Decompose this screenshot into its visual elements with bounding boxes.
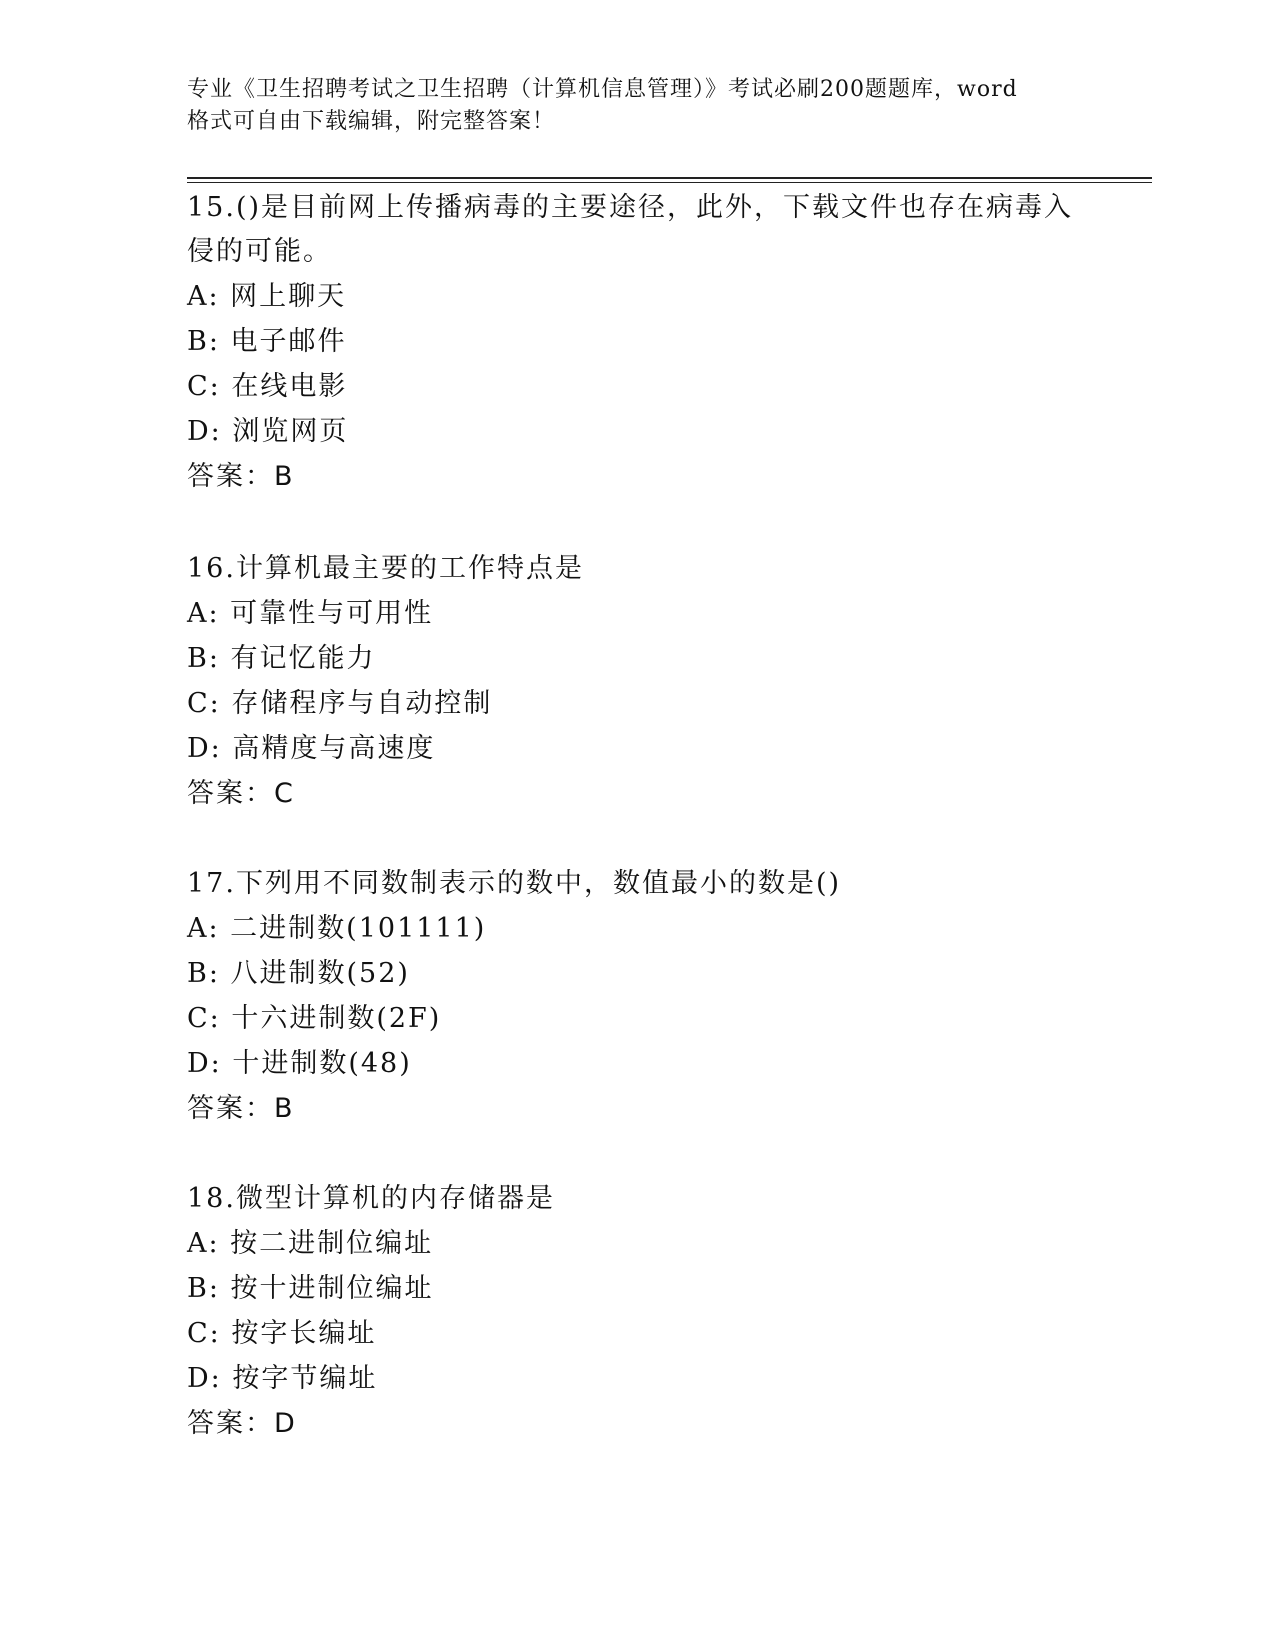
answer: 答案：B: [187, 1093, 295, 1124]
option-d: D: 十进制数(48): [187, 1048, 412, 1079]
question-stem-continued: 侵的可能。: [187, 236, 332, 267]
option-c: C: 存储程序与自动控制: [187, 688, 493, 719]
option-a: A: 按二进制位编址: [187, 1228, 434, 1259]
option-d: D: 高精度与高速度: [187, 733, 436, 764]
answer: 答案：B: [187, 461, 295, 492]
option-c: C: 十六进制数(2F): [187, 1003, 442, 1034]
question-18: [187, 1176, 1087, 1446]
option-b: B: 电子邮件: [187, 326, 347, 357]
header-line-1: 专业《卫生招聘考试之卫生招聘（计算机信息管理）》考试必刷200题题库，word: [187, 77, 1018, 102]
option-a: A: 网上聊天: [187, 281, 347, 312]
option-a: A: 二进制数(101111): [187, 913, 487, 944]
answer: 答案：C: [187, 778, 295, 809]
question-17: [187, 861, 1087, 1131]
option-a: A: 可靠性与可用性: [187, 598, 434, 629]
question-15: [187, 186, 1087, 499]
option-c: C: 按字长编址: [187, 1318, 377, 1349]
option-b: B: 按十进制位编址: [187, 1273, 434, 1304]
header-line-2: 格式可自由下载编辑，附完整答案！: [187, 109, 556, 134]
option-c: C: 在线电影: [187, 371, 348, 402]
option-b: B: 八进制数(52): [187, 958, 410, 989]
answer: 答案：D: [187, 1408, 297, 1439]
option-d: D: 按字节编址: [187, 1363, 378, 1394]
option-d: D: 浏览网页: [187, 416, 349, 447]
document-header: [187, 74, 1087, 138]
question-stem: 15.()是目前网上传播病毒的主要途径，此外，下载文件也存在病毒入: [187, 192, 1074, 223]
header-divider-thin: [187, 182, 1152, 183]
question-16: [187, 546, 1087, 816]
question-stem: 16.计算机最主要的工作特点是: [187, 553, 584, 584]
question-stem: 18.微型计算机的内存储器是: [187, 1183, 555, 1214]
question-stem: 17.下列用不同数制表示的数中，数值最小的数是(): [187, 868, 842, 899]
header-divider-thick: [187, 177, 1152, 179]
option-b: B: 有记忆能力: [187, 643, 376, 674]
